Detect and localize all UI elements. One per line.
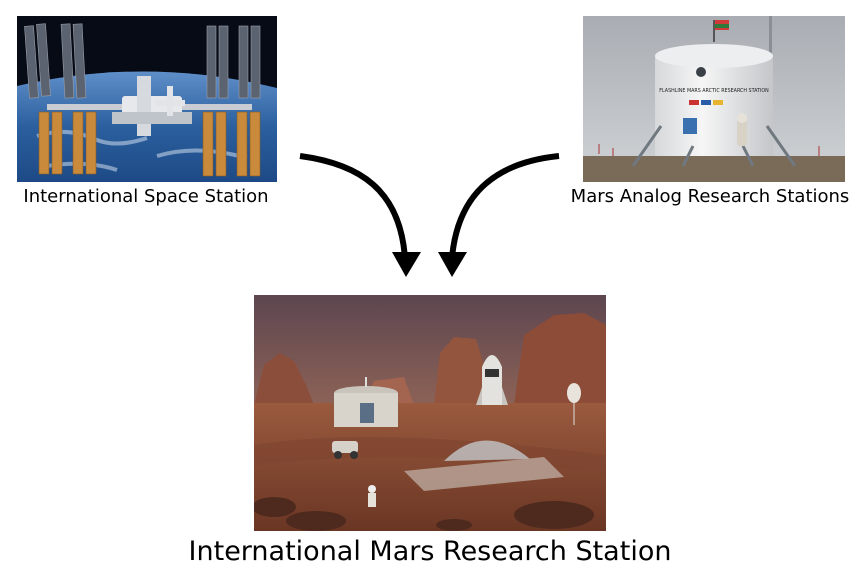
arrow-iss-to-mars-station	[300, 156, 405, 258]
iss-caption: International Space Station	[23, 186, 269, 207]
arrow-analog-to-mars-station	[452, 156, 559, 258]
analog-station-caption: Mars Analog Research Stations	[570, 186, 850, 207]
mars-station-caption: International Mars Research Station	[188, 536, 672, 567]
arrowhead-iss-to-mars-station	[392, 252, 421, 277]
mars-station-illustration	[254, 295, 606, 531]
habitat-lettering: FLASHLINE MARS ARCTIC RESEARCH STATION	[659, 89, 769, 94]
arrowhead-analog-to-mars-station	[438, 252, 467, 277]
